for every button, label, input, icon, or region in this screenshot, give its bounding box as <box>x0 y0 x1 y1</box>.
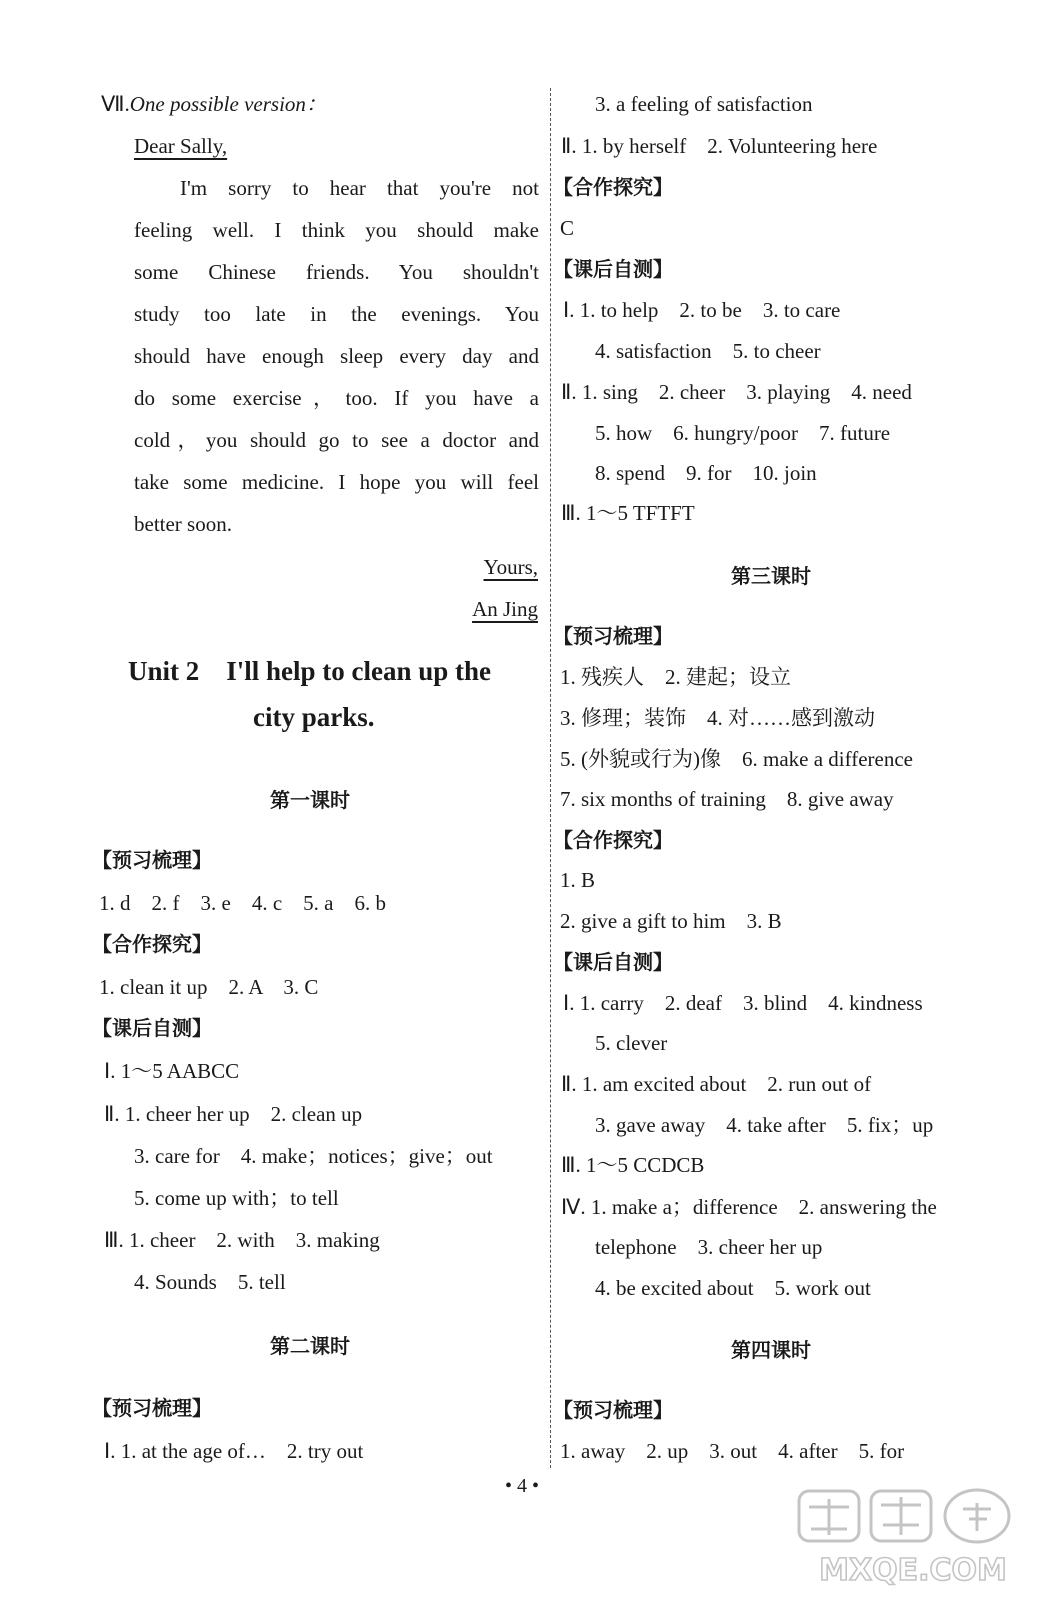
answer-line: 3. a feeling of satisfaction <box>595 92 813 116</box>
coop-answer: C <box>560 216 575 240</box>
lesson-2-title: 第二课时 <box>270 1334 350 1358</box>
section-test: 【课后自测】 <box>553 257 673 281</box>
letter-line: feeling well. I think you should make <box>134 218 539 242</box>
letter-signature: An Jing <box>472 597 538 621</box>
letter-line: I'm sorry to hear that you're not <box>180 176 539 200</box>
section-preview: 【预习梳理】 <box>92 848 212 872</box>
test-answer-line: 4. be excited about 5. work out <box>595 1276 871 1300</box>
section-preview-2: 【预习梳理】 <box>92 1396 212 1420</box>
preview-2-answers: 1. away 2. up 3. out 4. after 5. for <box>560 1439 905 1463</box>
section-preview: 【预习梳理】 <box>553 624 673 648</box>
test-answer-line: 5. how 6. hungry/poor 7. future <box>595 421 891 445</box>
watermark-text: MXQE.COM <box>819 1553 1007 1588</box>
preview-answer-line: 3. 修理；装饰 4. 对……感到激动 <box>560 706 875 730</box>
letter-line: should have enough sleep every day and <box>134 344 539 368</box>
test-answer-line: Ⅱ. 1. sing 2. cheer 3. playing 4. need <box>561 380 912 404</box>
test-answer-line: Ⅰ. 1. to help 2. to be 3. to care <box>563 298 841 322</box>
answer-line: Ⅱ. 1. by herself 2. Volunteering here <box>561 134 878 158</box>
page-number: • 4 • <box>505 1475 540 1497</box>
section-vii-title: One possible version： <box>129 92 327 116</box>
letter-closing: Yours, <box>483 555 538 579</box>
test-answer-line: 3. gave away 4. take after 5. fix；up <box>595 1113 934 1137</box>
letter-line: take some medicine. I hope you will feel <box>134 470 539 494</box>
test-answer-line: Ⅳ. 1. make a；difference 2. answering the <box>561 1195 937 1219</box>
letter-line: better soon. <box>134 512 232 536</box>
unit-title-line1: Unit 2 I'll help to clean up the <box>128 656 492 686</box>
coop-answers: 1. clean it up 2. A 3. C <box>99 975 319 999</box>
section-coop-2: 【合作探究】 <box>553 828 673 852</box>
letter-line: cold，you should go to see a doctor and <box>134 428 539 452</box>
test-answer-line: 5. clever <box>595 1031 668 1055</box>
test-answer-line: Ⅰ. 1～5 AABCC <box>104 1059 240 1083</box>
preview-answers: 1. d 2. f 3. e 4. c 5. a 6. b <box>99 891 386 915</box>
section-coop: 【合作探究】 <box>553 175 673 199</box>
section-vii-heading <box>101 90 327 118</box>
coop-answer-line: 1. B <box>560 868 596 892</box>
section-test: 【课后自测】 <box>92 1016 212 1040</box>
section-test-2: 【课后自测】 <box>553 950 673 974</box>
test-answer-line: telephone 3. cheer her up <box>595 1235 823 1259</box>
watermark-logo <box>793 1485 1033 1590</box>
section-coop: 【合作探究】 <box>92 932 212 956</box>
preview-answer-line: 7. six months of training 8. give away <box>560 787 894 811</box>
section-preview-2: 【预习梳理】 <box>553 1398 673 1422</box>
test-answer-line: Ⅰ. 1. carry 2. deaf 3. blind 4. kindness <box>563 991 923 1015</box>
coop-answer-line: 2. give a gift to him 3. B <box>560 909 782 933</box>
preview-2-answers: Ⅰ. 1. at the age of… 2. try out <box>104 1439 364 1463</box>
test-answer-line: Ⅲ. 1. cheer 2. with 3. making <box>104 1228 380 1252</box>
letter-line: study too late in the evenings. You <box>134 302 539 326</box>
test-answer-line: Ⅱ. 1. cheer her up 2. clean up <box>104 1102 363 1126</box>
test-answer-line: Ⅲ. 1～5 CCDCB <box>561 1153 705 1177</box>
section-vii-label: Ⅶ. <box>101 92 130 116</box>
letter-line: some Chinese friends. You shouldn't <box>134 260 539 284</box>
test-answer-line: Ⅱ. 1. am excited about 2. run out of <box>561 1072 872 1096</box>
lesson-3-title: 第三课时 <box>731 564 811 588</box>
letter-line: do some exercise，too. If you have a <box>134 386 539 410</box>
test-answer-line: 8. spend 9. for 10. join <box>595 461 817 485</box>
unit-title-line2: city parks. <box>253 702 375 732</box>
test-answer-line: 4. Sounds 5. tell <box>134 1270 286 1294</box>
preview-answer-line: 5. (外貌或行为)像 6. make a difference <box>560 747 914 771</box>
lesson-4-title: 第四课时 <box>731 1338 811 1362</box>
test-answer-line: 3. care for 4. make；notices；give；out <box>134 1144 493 1168</box>
lesson-1-title: 第一课时 <box>270 788 350 812</box>
test-answer-line: 4. satisfaction 5. to cheer <box>595 339 821 363</box>
test-answer-line: Ⅲ. 1～5 TFTFT <box>561 501 695 525</box>
preview-answer-line: 1. 残疾人 2. 建起；设立 <box>560 665 791 689</box>
test-answer-line: 5. come up with；to tell <box>134 1186 339 1210</box>
letter-greeting: Dear Sally, <box>134 134 228 158</box>
column-divider <box>550 88 551 1468</box>
